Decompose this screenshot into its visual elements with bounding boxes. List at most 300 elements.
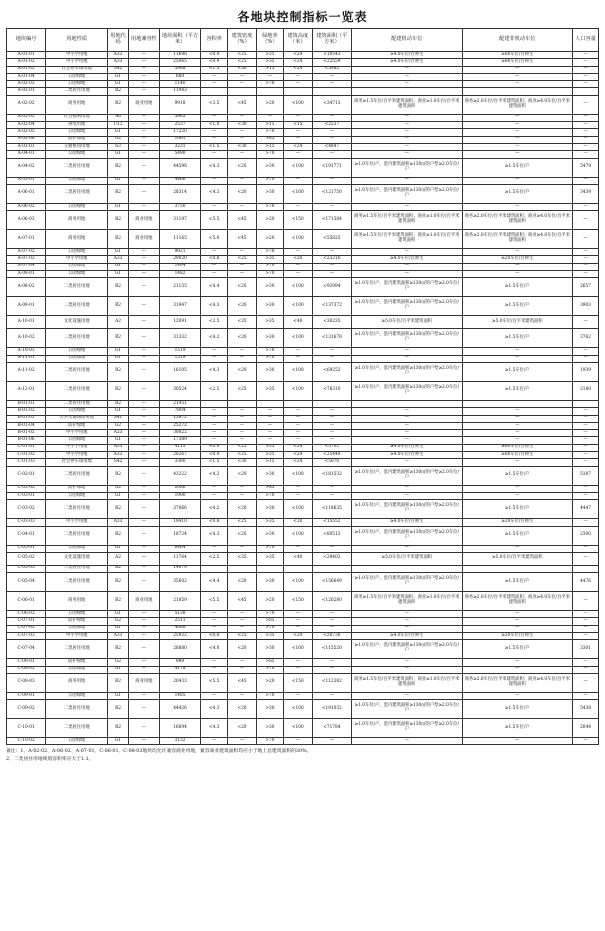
table-cell: A-06-01 <box>7 184 46 203</box>
table-cell: — <box>128 700 159 719</box>
column-header: 用地兼容性 <box>128 29 159 52</box>
table-cell: — <box>283 271 312 278</box>
table-cell: 20433 <box>159 673 200 692</box>
table-cell: A2 <box>108 316 129 329</box>
table-row <box>7 158 599 177</box>
table-cell: <92994 <box>312 278 351 297</box>
table-cell: <25 <box>228 444 257 451</box>
table-cell: — <box>462 355 573 362</box>
table-cell: — <box>573 485 599 492</box>
table-cell: 公园绿地 <box>46 348 108 355</box>
table-cell: A-01-01 <box>7 52 46 59</box>
table-cell: — <box>312 611 351 618</box>
table-cell: 二类居住用地 <box>46 400 108 407</box>
table-row <box>7 271 599 278</box>
table-cell: A33 <box>108 52 129 59</box>
table-cell: — <box>283 73 312 80</box>
table-cell: 30524 <box>159 381 200 400</box>
table-cell: — <box>352 143 463 150</box>
table-cell: G1 <box>108 625 129 632</box>
table-cell: — <box>228 271 257 278</box>
table-cell: C-06-02 <box>7 611 46 618</box>
table-cell: B-01-01 <box>7 400 46 407</box>
table-cell: ≥1.5车位/户 <box>462 362 573 381</box>
table-cell: — <box>201 114 228 121</box>
table-cell: G2 <box>108 659 129 666</box>
table-cell: 供电用地 <box>46 122 108 129</box>
table-cell: <112382 <box>312 673 351 692</box>
table-cell: — <box>352 618 463 625</box>
table-cell: 2537 <box>159 122 200 129</box>
table-cell: 17220 <box>159 129 200 136</box>
table-cell <box>462 88 573 95</box>
table-cell: R2 <box>108 88 129 95</box>
table-cell: >70 <box>256 611 283 618</box>
table-cell: G2 <box>108 618 129 625</box>
table-cell: — <box>128 519 159 526</box>
table-cell: <171584 <box>312 211 351 230</box>
table-cell: — <box>201 263 228 270</box>
table-cell: — <box>128 297 159 316</box>
table-cell: 11764 <box>159 552 200 565</box>
table-cell: 公园绿地 <box>46 437 108 444</box>
table-cell: 社会停车场用地 <box>46 459 108 466</box>
table-row <box>7 519 599 526</box>
table-cell: <4.0 <box>201 640 228 659</box>
table-cell: ≥1.0车位/户，套内建筑面积≥130㎡的户型≥2.0车位/户 <box>352 526 463 545</box>
table-cell: — <box>283 203 312 210</box>
table-cell: — <box>228 692 257 699</box>
table-cell: <80513 <box>312 526 351 545</box>
table-cell: <55825 <box>312 230 351 249</box>
table-cell: — <box>128 632 159 639</box>
table-cell: >70 <box>256 203 283 210</box>
table-cell <box>201 88 228 95</box>
table-cell: A-01-02 <box>7 59 46 66</box>
table-cell: — <box>201 625 228 632</box>
table-cell: 35602 <box>159 573 200 592</box>
table-cell: — <box>573 625 599 632</box>
table-cell: — <box>462 81 573 88</box>
table-cell: ≥4.0车位/百师生 <box>352 256 463 263</box>
table-cell: 防护绿地 <box>46 659 108 666</box>
table-cell <box>256 565 283 572</box>
table-cell: <69252 <box>312 362 351 381</box>
table-row <box>7 59 599 66</box>
table-cell: ≥1.5车位/户 <box>462 526 573 545</box>
table-cell: — <box>573 95 599 114</box>
table-row <box>7 552 599 565</box>
table-cell: <20 <box>283 632 312 639</box>
table-cell: — <box>228 263 257 270</box>
table-row <box>7 640 599 659</box>
table-cell: 1482 <box>159 271 200 278</box>
table-body <box>7 52 599 745</box>
table-cell: — <box>228 618 257 625</box>
column-header: 用地代码 <box>108 29 129 52</box>
table-cell: — <box>312 625 351 632</box>
table-row <box>7 625 599 632</box>
table-cell: <20738 <box>312 632 351 639</box>
table-cell: — <box>201 81 228 88</box>
table-cell: <1.0 <box>201 122 228 129</box>
table-cell: C-10-01 <box>7 719 46 738</box>
table-cell: — <box>283 666 312 673</box>
table-cell: <100 <box>283 500 312 519</box>
table-cell: <0.8 <box>201 519 228 526</box>
table-cell: >70 <box>256 249 283 256</box>
table-cell: <191771 <box>312 158 351 177</box>
table-cell: — <box>312 692 351 699</box>
table-cell: — <box>128 271 159 278</box>
table-cell: — <box>128 526 159 545</box>
table-cell: 二类居住用地 <box>46 500 108 519</box>
table-cell: >35 <box>256 381 283 400</box>
table-cell: 公园绿地 <box>46 625 108 632</box>
table-cell: <22559 <box>312 59 351 66</box>
table-row <box>7 738 599 745</box>
table-cell: A-09-01 <box>7 297 46 316</box>
table-row <box>7 611 599 618</box>
table-cell <box>283 400 312 407</box>
table-cell: <29403 <box>312 552 351 565</box>
table-cell: — <box>283 492 312 499</box>
table-cell: >30 <box>256 184 283 203</box>
table-cell: C-01-03 <box>7 459 46 466</box>
table-cell: — <box>573 632 599 639</box>
table-cell: — <box>283 430 312 437</box>
table-cell: — <box>462 408 573 415</box>
table-cell: <100 <box>283 230 312 249</box>
table-cell: 5490 <box>159 151 200 158</box>
table-cell: — <box>573 143 599 150</box>
table-cell: G1 <box>108 177 129 184</box>
table-cell: G1 <box>108 73 129 80</box>
table-cell: <100 <box>283 640 312 659</box>
table-cell: — <box>573 271 599 278</box>
table-cell: 1485 <box>159 692 200 699</box>
column-header: 建筑密度（%） <box>228 29 257 52</box>
table-row <box>7 415 599 422</box>
table-cell: 5963 <box>159 114 200 121</box>
table-row <box>7 151 599 158</box>
table-cell: — <box>128 158 159 177</box>
table-cell: 商业用地 <box>128 95 159 114</box>
table-cell: >30 <box>256 329 283 348</box>
table-cell: >70 <box>256 129 283 136</box>
table-cell: <150 <box>283 211 312 230</box>
table-cell: — <box>312 271 351 278</box>
table-cell: C-07-01 <box>7 618 46 625</box>
table-cell: G1 <box>108 271 129 278</box>
table-cell: 18724 <box>159 526 200 545</box>
table-cell: — <box>201 659 228 666</box>
table-cell: — <box>128 278 159 297</box>
table-cell: C-05-03 <box>7 565 46 572</box>
table-row <box>7 408 599 415</box>
table-cell: <25 <box>228 256 257 263</box>
table-row <box>7 95 599 114</box>
table-cell: <20 <box>228 526 257 545</box>
table-cell: — <box>228 625 257 632</box>
table-cell: A33 <box>108 430 129 437</box>
table-cell: — <box>573 459 599 466</box>
table-cell: 29020 <box>159 256 200 263</box>
table-cell: — <box>228 422 257 429</box>
table-cell: ≥1.0车位/户，套内建筑面积≥130㎡的户型≥2.0车位/户 <box>352 573 463 592</box>
table-cell: 中小学用地 <box>46 632 108 639</box>
table-cell: — <box>283 659 312 666</box>
table-cell: ≥1.0车位/户，套内建筑面积≥130㎡的户型≥2.0车位/户 <box>352 700 463 719</box>
table-cell: 5187 <box>573 466 599 485</box>
table-cell: A-07-03 <box>7 256 46 263</box>
table-row <box>7 211 599 230</box>
table-row <box>7 492 599 499</box>
table-cell: — <box>352 348 463 355</box>
table-row <box>7 592 599 611</box>
table-cell: G2 <box>108 136 129 143</box>
table-cell: R2 <box>108 329 129 348</box>
table-cell: >30 <box>256 526 283 545</box>
table-cell: — <box>128 81 159 88</box>
table-cell: 二类居住用地 <box>46 184 108 203</box>
table-cell: <24 <box>283 59 312 66</box>
table-cell: — <box>312 618 351 625</box>
table-cell: B2 <box>108 95 129 114</box>
table-cell: 5479 <box>573 158 599 177</box>
table-cell: <20 <box>228 500 257 519</box>
table-cell: — <box>128 666 159 673</box>
table-cell: — <box>128 552 159 565</box>
table-cell: C-03-02 <box>7 500 46 519</box>
table-cell: >15 <box>256 459 283 466</box>
table-header <box>7 29 599 52</box>
table-cell: — <box>312 666 351 673</box>
table-cell: — <box>352 136 463 143</box>
table-cell: 二类居住用地 <box>46 88 108 95</box>
table-cell: — <box>128 348 159 355</box>
table-cell: — <box>201 437 228 444</box>
table-cell: >30 <box>256 297 283 316</box>
table-cell <box>201 400 228 407</box>
table-cell: 二类居住用地 <box>46 278 108 297</box>
table-cell: A-10-01 <box>7 316 46 329</box>
table-cell: — <box>573 415 599 422</box>
table-cell: — <box>128 452 159 459</box>
table-cell: <15552 <box>312 519 351 526</box>
table-cell: ≥1.0车位/户，套内建筑面积≥130㎡的户型≥2.0车位/户 <box>352 640 463 659</box>
table-cell: >70 <box>256 492 283 499</box>
table-cell: 9921 <box>159 249 200 256</box>
table-cell: ≥1.0车位/户，套内建筑面积≥130㎡的户型≥2.0车位/户 <box>352 184 463 203</box>
table-cell: 二类居住用地 <box>46 329 108 348</box>
table-cell: <115520 <box>312 640 351 659</box>
table-cell: — <box>128 415 159 422</box>
table-cell: — <box>201 430 228 437</box>
table-cell: <181532 <box>312 466 351 485</box>
table-row <box>7 692 599 699</box>
table-cell: — <box>256 415 283 422</box>
table-cell: C-06-01 <box>7 592 46 611</box>
table-cell: — <box>462 415 573 422</box>
table-cell: — <box>352 692 463 699</box>
table-cell: — <box>128 263 159 270</box>
table-cell: — <box>352 66 463 73</box>
table-cell: C-07-03 <box>7 632 46 639</box>
table-cell: — <box>462 151 573 158</box>
table-cell: A-04-02 <box>7 158 46 177</box>
table-cell: 公园绿地 <box>46 611 108 618</box>
table-cell: — <box>573 659 599 666</box>
table-cell: 商务用地 <box>46 592 108 611</box>
table-row <box>7 666 599 673</box>
table-cell: <2537 <box>312 122 351 129</box>
table-cell: — <box>128 437 159 444</box>
table-cell: 二类居住用地 <box>46 158 108 177</box>
table-cell: <40 <box>283 552 312 565</box>
table-cell: >30 <box>256 700 283 719</box>
table-cell <box>352 400 463 407</box>
table-cell: ≥4.0车位/百师生 <box>352 519 463 526</box>
table-cell: <120280 <box>312 592 351 611</box>
table-cell: R2 <box>108 466 129 485</box>
table-cell: — <box>128 362 159 381</box>
column-header: 容积率 <box>201 29 228 52</box>
table-cell: — <box>128 640 159 659</box>
table-cell: <150 <box>283 592 312 611</box>
table-cell: <4.2 <box>201 500 228 519</box>
table-cell: G1 <box>108 492 129 499</box>
table-cell: S42 <box>108 459 129 466</box>
table-cell: — <box>283 625 312 632</box>
table-cell: — <box>283 437 312 444</box>
table-cell: — <box>352 203 463 210</box>
table-cell: — <box>228 129 257 136</box>
table-row <box>7 263 599 270</box>
table-cell: 二类居住用地 <box>46 565 108 572</box>
table-cell: ≥1.5车位/户 <box>462 297 573 316</box>
table-cell: 商务≥2.0车位/百平米建筑面积；商业≥4.0车位/百平米建筑面积 <box>462 95 573 114</box>
table-row <box>7 466 599 485</box>
table-cell: — <box>201 348 228 355</box>
table-cell: — <box>573 492 599 499</box>
table-cell: 公园绿地 <box>46 738 108 745</box>
table-cell: 公园绿地 <box>46 151 108 158</box>
table-cell: 二类居住用地 <box>46 526 108 545</box>
table-cell: A33 <box>108 59 129 66</box>
table-cell: <100 <box>283 329 312 348</box>
table-row <box>7 526 599 545</box>
table-cell: 1140 <box>159 81 200 88</box>
table-row <box>7 719 599 738</box>
table-cell: G1 <box>108 738 129 745</box>
table-row <box>7 297 599 316</box>
table-cell: — <box>201 203 228 210</box>
table-cell: <20 <box>228 640 257 659</box>
table-cell: ≥20车位/百师生 <box>462 256 573 263</box>
table-row <box>7 618 599 625</box>
table-cell: — <box>352 177 463 184</box>
table-cell: B-01-05 <box>7 430 46 437</box>
table-cell: A33 <box>108 444 129 451</box>
table-cell: <20 <box>228 278 257 297</box>
table-cell: — <box>462 249 573 256</box>
table-cell: >70 <box>256 271 283 278</box>
table-cell: 3380 <box>159 459 200 466</box>
table-cell: — <box>228 738 257 745</box>
table-cell: 1519 <box>159 348 200 355</box>
table-cell: — <box>201 408 228 415</box>
table-cell: A33 <box>108 632 129 639</box>
table-cell: C-07-04 <box>7 640 46 659</box>
table-cell: <100 <box>283 381 312 400</box>
table-cell: R2 <box>108 640 129 659</box>
table-cell: 二类居住用地 <box>46 466 108 485</box>
table-cell: — <box>128 565 159 572</box>
table-cell <box>283 88 312 95</box>
table-cell: 中小学用地 <box>46 444 108 451</box>
table-cell: R2 <box>108 400 129 407</box>
table-cell: >85 <box>256 136 283 143</box>
table-cell <box>462 400 573 407</box>
table-cell: A-11-01 <box>7 355 46 362</box>
table-cell: — <box>312 151 351 158</box>
table-row <box>7 66 599 73</box>
table-cell: <30 <box>228 459 257 466</box>
table-cell: — <box>352 437 463 444</box>
table-cell: <4.3 <box>201 297 228 316</box>
table-row <box>7 422 599 429</box>
table-cell: ≥4.0车位/百师生 <box>352 52 463 59</box>
table-cell <box>462 565 573 572</box>
column-header: 建筑高度（米） <box>283 29 312 52</box>
table-cell: G1 <box>108 249 129 256</box>
table-cell: — <box>462 659 573 666</box>
table-cell: — <box>573 211 599 230</box>
table-cell: G1 <box>108 355 129 362</box>
table-cell: <24 <box>283 66 312 73</box>
table-cell: — <box>573 592 599 611</box>
table-cell: — <box>573 738 599 745</box>
table-cell: 商业用地 <box>128 230 159 249</box>
table-cell: — <box>128 573 159 592</box>
table-cell: 公园绿地 <box>46 666 108 673</box>
table-cell: 3439 <box>573 184 599 203</box>
table-cell: 16105 <box>159 362 200 381</box>
table-cell: G1 <box>108 81 129 88</box>
table-cell: — <box>462 203 573 210</box>
table-cell: — <box>462 485 573 492</box>
table-cell: 13872 <box>159 415 200 422</box>
table-cell: — <box>312 73 351 80</box>
table-cell: — <box>201 611 228 618</box>
column-header: 建筑面积（平方米） <box>312 29 351 52</box>
table-cell: ≥5.0车位/百平米建筑面积 <box>462 552 573 565</box>
table-cell: — <box>128 466 159 485</box>
table-cell: A33 <box>108 452 129 459</box>
table-cell: — <box>283 415 312 422</box>
table-cell: ≥1.5车位/户 <box>462 329 573 348</box>
table-cell: — <box>573 519 599 526</box>
table-cell: — <box>462 545 573 552</box>
table-cell: >70 <box>256 738 283 745</box>
table-cell: >15 <box>256 66 283 73</box>
table-cell <box>283 565 312 572</box>
table-cell: ≥4.0车位/百师生 <box>352 632 463 639</box>
table-cell: ≥1.0车位/户，套内建筑面积≥130㎡的户型≥2.0车位/户 <box>352 297 463 316</box>
table-cell <box>352 565 463 572</box>
table-cell: — <box>462 66 573 73</box>
